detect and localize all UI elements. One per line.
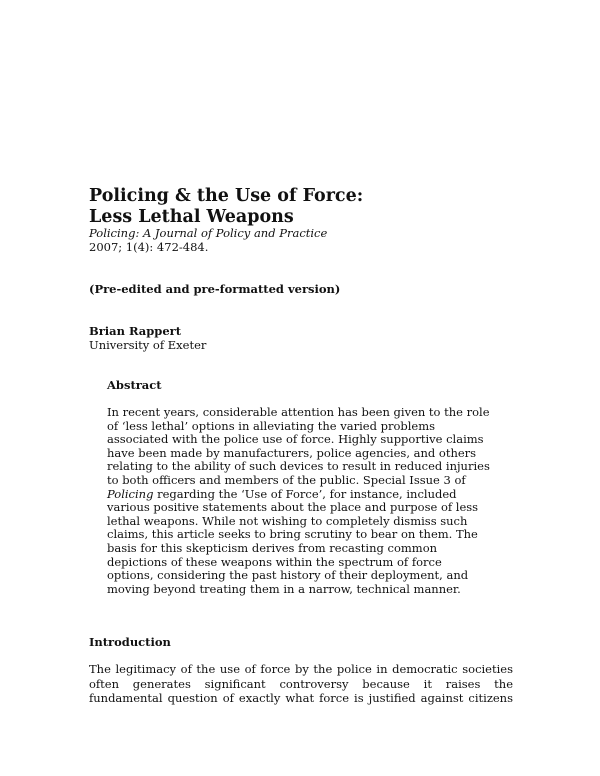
abstract-line: to both officers and members of the public. Special Issue 3 of <box>107 472 466 487</box>
abstract-line: depictions of these weapons within the spectrum of force <box>107 554 442 569</box>
abstract-line: various positive statements about the place and purpose of less <box>107 500 479 515</box>
journal-volume-pages: 2007; 1(4): 472-484. <box>89 240 209 254</box>
introduction-line: The legitimacy of the use of force by the police in democratic societies <box>89 662 513 676</box>
author-affiliation: University of Exeter <box>89 338 207 352</box>
abstract-line: claims, this article seeks to bring scrutiny to bear on them. The <box>107 527 478 542</box>
abstract-line-rest: regarding the ‘Use of Force’, for instance, included <box>153 486 457 501</box>
journal-citation <box>89 226 327 254</box>
abstract-line: associated with the police use of force. Highly supportive claims <box>107 432 484 447</box>
abstract-line: In recent years, considerable attention has been given to the role <box>107 405 490 419</box>
journal-name: Policing: A Journal of Policy and Practice <box>89 226 328 240</box>
introduction-line: fundamental question of exactly what force is justified against citizens <box>89 691 513 705</box>
abstract-journal-italic: Policing <box>107 486 154 501</box>
introduction-heading: Introduction <box>89 635 171 649</box>
author-name: Brian Rappert <box>89 324 182 338</box>
abstract-line: basis for this skepticism derives from recasting common <box>107 540 438 555</box>
abstract-line: lethal weapons. While not wishing to completely dismiss such <box>107 513 468 528</box>
paper-title-line-2: Less Lethal Weapons <box>89 207 294 227</box>
version-note: (Pre-edited and pre-formatted version) <box>89 282 341 296</box>
abstract-line: relating to the ability of such devices to result in reduced injuries <box>107 459 490 474</box>
abstract-line: have been made by manufacturers, police agencies, and others <box>107 445 477 460</box>
author-block <box>89 324 206 352</box>
abstract-heading: Abstract <box>107 378 162 392</box>
introduction-line: often generates significant controversy because it raises the <box>89 676 513 691</box>
introduction-body <box>89 662 513 706</box>
abstract-line: options, considering the past history of their deployment, and <box>107 568 469 583</box>
abstract-body <box>107 406 527 596</box>
abstract-line: moving beyond treating them in a narrow, technical manner. <box>107 581 461 596</box>
abstract-line: of ‘less lethal’ options in alleviating the varied problems <box>107 418 436 433</box>
paper-title-line-1: Policing & the Use of Force: <box>89 186 364 206</box>
paper-title <box>89 186 363 228</box>
abstract-line <box>107 488 527 502</box>
